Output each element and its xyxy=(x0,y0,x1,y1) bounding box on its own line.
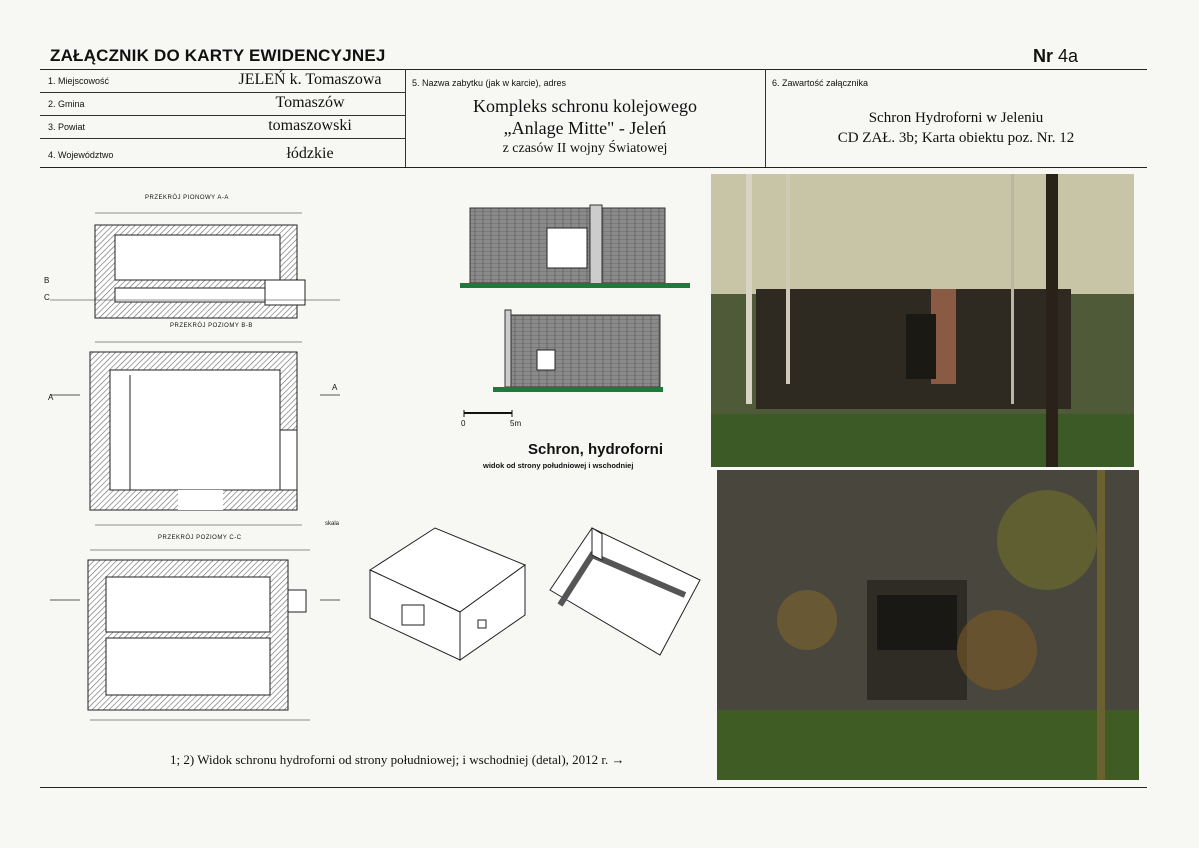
content-line2: CD ZAŁ. 3b; Karta obiektu poz. Nr. 12 xyxy=(837,130,1075,146)
photo-south-view xyxy=(711,174,1134,467)
marker-a-right: A xyxy=(332,383,338,392)
isometric-views-drawing xyxy=(360,520,710,685)
monument-name-line3: z czasów II wojny Światowej xyxy=(502,141,668,156)
floor-plans-drawing xyxy=(40,190,360,730)
page-title: ZAŁĄCZNIK DO KARTY EWIDENCYJNEJ xyxy=(50,46,386,65)
marker-b-left: B xyxy=(44,276,50,285)
field-label: 1. Miejscowość xyxy=(48,76,110,86)
field-row-voivodeship xyxy=(40,139,405,166)
scale-zero: 0 xyxy=(461,419,466,428)
photo-caption: 1; 2) Widok schronu hydroforni od strony południowej; i wschodniej (detal), 2012 r. → xyxy=(170,752,625,767)
footer-rule xyxy=(40,787,1147,788)
marker-a-left: A xyxy=(48,393,54,402)
marker-c-left: C xyxy=(44,293,50,302)
monument-name-line1: Kompleks schronu kolejowego xyxy=(473,96,697,116)
record-number-value: 4a xyxy=(1058,46,1079,66)
field-row-commune xyxy=(40,93,405,116)
elevations-drawing xyxy=(455,200,700,400)
section-cc-label: PRZEKRÓJ POZIOMY C-C xyxy=(158,535,242,541)
field-value: łódzkie xyxy=(286,145,334,162)
field-label: 4. Województwo xyxy=(48,150,114,160)
record-number xyxy=(1033,46,1078,67)
field-row-locality xyxy=(40,70,405,93)
section-bb-label: PRZEKRÓJ POZIOMY B-B xyxy=(170,323,253,329)
field-row-county xyxy=(40,116,405,139)
field-label: 3. Powiat xyxy=(48,122,86,132)
field-value: Tomaszów xyxy=(275,94,345,111)
content-line1: Schron Hydroforni w Jeleniu xyxy=(868,110,1044,126)
monument-label: 5. Nazwa zabytku (jak w karcie), adres xyxy=(412,78,567,88)
field-value: JELEŃ k. Tomaszowa xyxy=(238,71,382,88)
content-label: 6. Zawartość załącznika xyxy=(772,78,869,88)
elevations-subtitle: widok od strony południowej i wschodniej xyxy=(483,461,634,470)
photo-east-view-detail xyxy=(717,470,1139,780)
elevations-title: Schron, hydroforni xyxy=(528,441,663,458)
scale-note: skala xyxy=(325,521,340,527)
field-value: tomaszowski xyxy=(268,117,352,134)
scale-end: 5m xyxy=(510,419,522,428)
monument-name-line2: „Anlage Mitte" - Jeleń xyxy=(503,118,667,138)
record-number-label: Nr xyxy=(1033,46,1054,66)
header-bottom-rule xyxy=(40,167,1147,168)
field-label: 2. Gmina xyxy=(48,99,85,109)
section-aa-label: PRZEKRÓJ PIONOWY A-A xyxy=(145,195,229,201)
